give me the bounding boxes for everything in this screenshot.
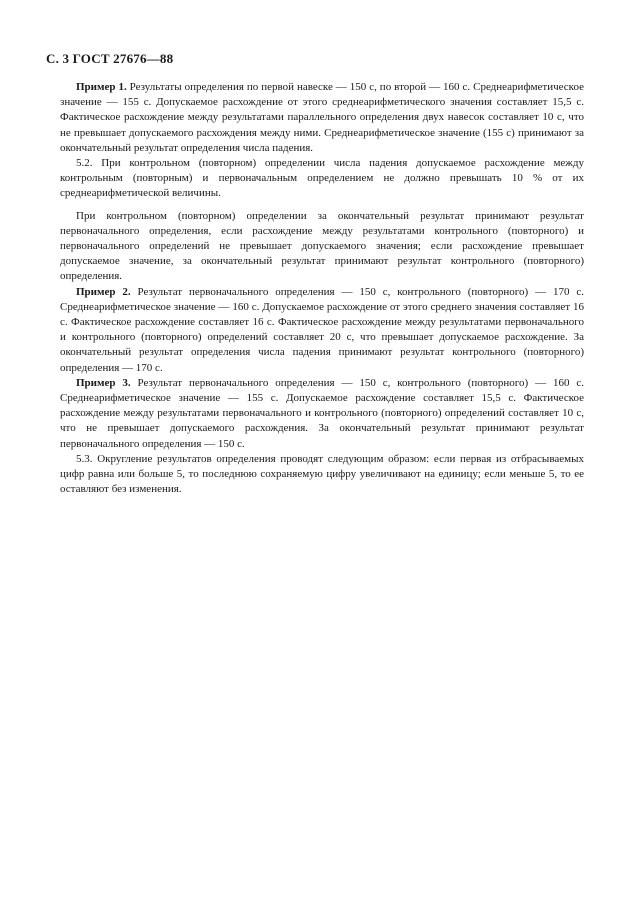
paragraph-5-3 xyxy=(60,452,584,498)
example-1-text: Результаты определения по первой навеске — 150 с, по второй — 160 с. Среднеарифметическое значение — 155 с. Допускаемое расхождение от этого среднеарифметического значения составляет 15,5 с. Фактическое расхождение между результатами параллельного определения двух навесок составляет 10 с, что не превышает допускаемого расхождения между ними. Среднеарифметическое значение (155 с) принимают за окончательный результат определения числа падения. xyxy=(60,81,584,154)
paragraph-example-3 xyxy=(60,376,584,452)
page-header: С. 3 ГОСТ 27676—88 xyxy=(46,51,174,66)
example-3-lead: Пример 3. xyxy=(76,376,131,389)
example-2-text: Результат первоначального определения — 150 с, контрольного (повторного) — 170 с. Среднеарифметическое значение — 160 с. Допускаемое расхождение от этого среднего значения составляет 16 с. Фактическое расхождение составляет 16 с. Фактическое расхождение между результатами первоначального и контрольного (повторного) определений составляет 20 с, что превышает допускаемое расхождение. За окончательный результат определения числа падения принимают результат контрольного (повторного) определения — 170 с. xyxy=(60,285,584,374)
example-3-text: Результат первоначального определения — 150 с, контрольного (повторного) — 160 с. Среднеарифметическое значение — 155 с. Допускаемое расхождение составляет 15,5 с. Фактическое расхождение между результатами первоначального и контрольного (повторного) определений составляет 10 с, что не превышает допускаемого расхождения. За окончательный результат принимают результат первоначального определения — 150 с. xyxy=(60,376,584,450)
example-1-lead: Пример 1. xyxy=(76,81,127,93)
paragraph-example-1 xyxy=(60,80,584,156)
example-2-lead: Пример 2. xyxy=(76,285,131,298)
paragraph-5-2 xyxy=(60,156,584,202)
section-5-3-text: 5.3. Округление результатов определения проводят следующим образом: если первая из отбрасываемых цифр равна или больше 5, то последнюю сохраняемую цифру увеличивают на единицу; если меньше 5, то ее оставляют без изменения. xyxy=(60,452,584,496)
document-body xyxy=(60,80,584,497)
control-rule-text: При контрольном (повторном) определении за окончательный результат принимают результат первоначального определения, если расхождение между результатами контрольного (повторного) и первоначального определений не превышает допускаемого значения; если расхождение превышает допускаемое значение, за окончательный результат принимают результат контрольного (повторного) определения. xyxy=(60,209,584,283)
paragraph-control-rule xyxy=(60,209,584,285)
section-5-2-text: 5.2. При контрольном (повторном) определении числа падения допускаемое расхождение между контрольным (повторным) и первоначальным определением не должно превышать 10 % от их среднеарифметической величины. xyxy=(60,157,584,200)
paragraph-example-2 xyxy=(60,285,584,376)
